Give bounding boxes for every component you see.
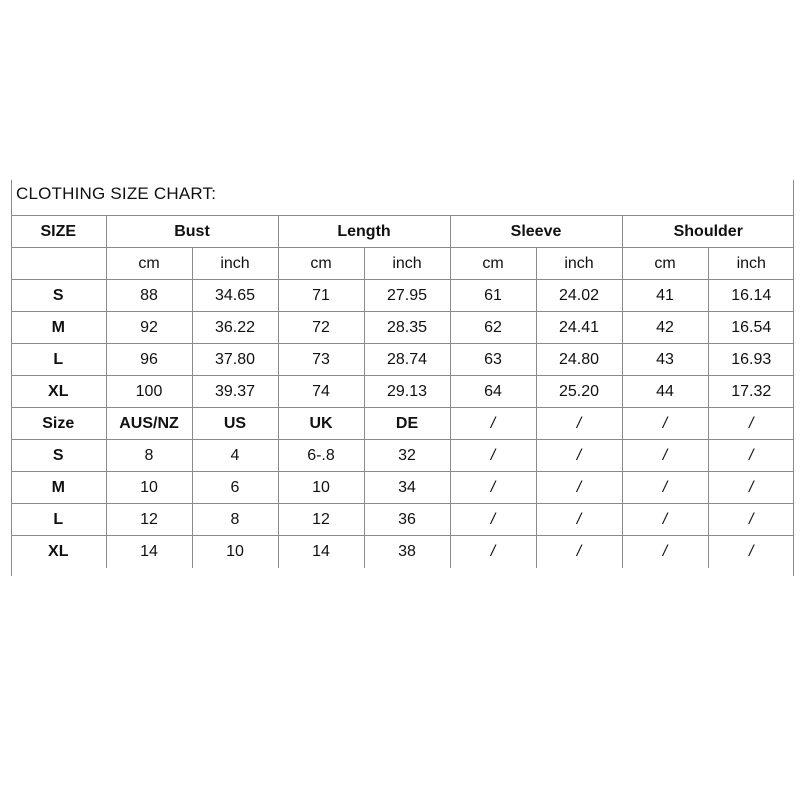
- measurement-row-l: [11, 344, 794, 376]
- unit-cell: inch: [192, 248, 278, 280]
- value-cell: 63: [450, 344, 536, 376]
- conversion-row-xl: [11, 536, 794, 569]
- aus-nz-header: AUS/NZ: [106, 408, 192, 440]
- bust-header-cell: Bust: [106, 216, 278, 248]
- value-cell: 16.14: [708, 280, 794, 312]
- size-cell: XL: [11, 376, 106, 408]
- measurement-row-xl: [11, 376, 794, 408]
- empty-slash-cell: /: [622, 440, 708, 472]
- empty-slash-cell: /: [450, 536, 536, 569]
- empty-slash-cell: /: [708, 472, 794, 504]
- value-cell: 29.13: [364, 376, 450, 408]
- us-header: US: [192, 408, 278, 440]
- empty-slash-cell: /: [536, 472, 622, 504]
- value-cell: 64: [450, 376, 536, 408]
- unit-cell: inch: [708, 248, 794, 280]
- value-cell: 8: [192, 504, 278, 536]
- empty-slash-cell: /: [450, 408, 536, 440]
- value-cell: 32: [364, 440, 450, 472]
- empty-slash-cell: /: [450, 504, 536, 536]
- conversion-row-l: [11, 504, 794, 536]
- unit-cell: cm: [278, 248, 364, 280]
- empty-slash-cell: /: [708, 536, 794, 569]
- value-cell: 24.02: [536, 280, 622, 312]
- value-cell: 37.80: [192, 344, 278, 376]
- value-cell: 71: [278, 280, 364, 312]
- size-cell: XL: [11, 536, 106, 569]
- measurement-row-s: [11, 280, 794, 312]
- unit-cell: cm: [450, 248, 536, 280]
- shoulder-header-cell: Shoulder: [622, 216, 794, 248]
- value-cell: 27.95: [364, 280, 450, 312]
- value-cell: 14: [106, 536, 192, 569]
- empty-slash-cell: /: [536, 440, 622, 472]
- value-cell: 100: [106, 376, 192, 408]
- value-cell: 72: [278, 312, 364, 344]
- empty-slash-cell: /: [622, 504, 708, 536]
- conversion-row-s: [11, 440, 794, 472]
- size-cell: S: [11, 280, 106, 312]
- value-cell: 42: [622, 312, 708, 344]
- value-cell: 43: [622, 344, 708, 376]
- value-cell: 4: [192, 440, 278, 472]
- size-chart: [11, 180, 794, 576]
- uk-header: UK: [278, 408, 364, 440]
- size-header-cell: SIZE: [11, 216, 106, 248]
- empty-slash-cell: /: [622, 472, 708, 504]
- value-cell: 74: [278, 376, 364, 408]
- value-cell: 36.22: [192, 312, 278, 344]
- value-cell: 62: [450, 312, 536, 344]
- value-cell: 28.35: [364, 312, 450, 344]
- value-cell: 36: [364, 504, 450, 536]
- value-cell: 6: [192, 472, 278, 504]
- value-cell: 28.74: [364, 344, 450, 376]
- size-cell: L: [11, 344, 106, 376]
- value-cell: 24.41: [536, 312, 622, 344]
- value-cell: 6-.8: [278, 440, 364, 472]
- empty-unit-cell: [11, 248, 106, 280]
- empty-slash-cell: /: [450, 472, 536, 504]
- unit-row: [11, 248, 794, 280]
- chart-title: CLOTHING SIZE CHART:: [16, 184, 217, 203]
- empty-slash-cell: /: [536, 408, 622, 440]
- size-cell: S: [11, 440, 106, 472]
- value-cell: 16.93: [708, 344, 794, 376]
- value-cell: 41: [622, 280, 708, 312]
- empty-slash-cell: /: [536, 504, 622, 536]
- header-row: [11, 216, 794, 248]
- value-cell: 73: [278, 344, 364, 376]
- size-cell: L: [11, 504, 106, 536]
- value-cell: 12: [278, 504, 364, 536]
- unit-cell: cm: [622, 248, 708, 280]
- empty-slash-cell: /: [708, 408, 794, 440]
- length-header-cell: Length: [278, 216, 450, 248]
- value-cell: 10: [278, 472, 364, 504]
- conversion-row-m: [11, 472, 794, 504]
- empty-slash-cell: /: [622, 536, 708, 569]
- value-cell: 8: [106, 440, 192, 472]
- measurement-row-m: [11, 312, 794, 344]
- size-cell: M: [11, 312, 106, 344]
- conversion-size-header: Size: [11, 408, 106, 440]
- empty-slash-cell: /: [708, 504, 794, 536]
- value-cell: 10: [192, 536, 278, 569]
- unit-cell: inch: [536, 248, 622, 280]
- sleeve-header-cell: Sleeve: [450, 216, 622, 248]
- value-cell: 61: [450, 280, 536, 312]
- value-cell: 25.20: [536, 376, 622, 408]
- value-cell: 38: [364, 536, 450, 569]
- empty-slash-cell: /: [708, 440, 794, 472]
- value-cell: 92: [106, 312, 192, 344]
- value-cell: 16.54: [708, 312, 794, 344]
- value-cell: 88: [106, 280, 192, 312]
- value-cell: 44: [622, 376, 708, 408]
- unit-cell: cm: [106, 248, 192, 280]
- empty-slash-cell: /: [622, 408, 708, 440]
- value-cell: 12: [106, 504, 192, 536]
- value-cell: 39.37: [192, 376, 278, 408]
- de-header: DE: [364, 408, 450, 440]
- value-cell: 24.80: [536, 344, 622, 376]
- value-cell: 17.32: [708, 376, 794, 408]
- value-cell: 34: [364, 472, 450, 504]
- size-cell: M: [11, 472, 106, 504]
- value-cell: 14: [278, 536, 364, 569]
- unit-cell: inch: [364, 248, 450, 280]
- value-cell: 96: [106, 344, 192, 376]
- value-cell: 10: [106, 472, 192, 504]
- size-table: [11, 215, 794, 568]
- empty-slash-cell: /: [536, 536, 622, 569]
- value-cell: 34.65: [192, 280, 278, 312]
- conversion-header-row: [11, 408, 794, 440]
- empty-slash-cell: /: [450, 440, 536, 472]
